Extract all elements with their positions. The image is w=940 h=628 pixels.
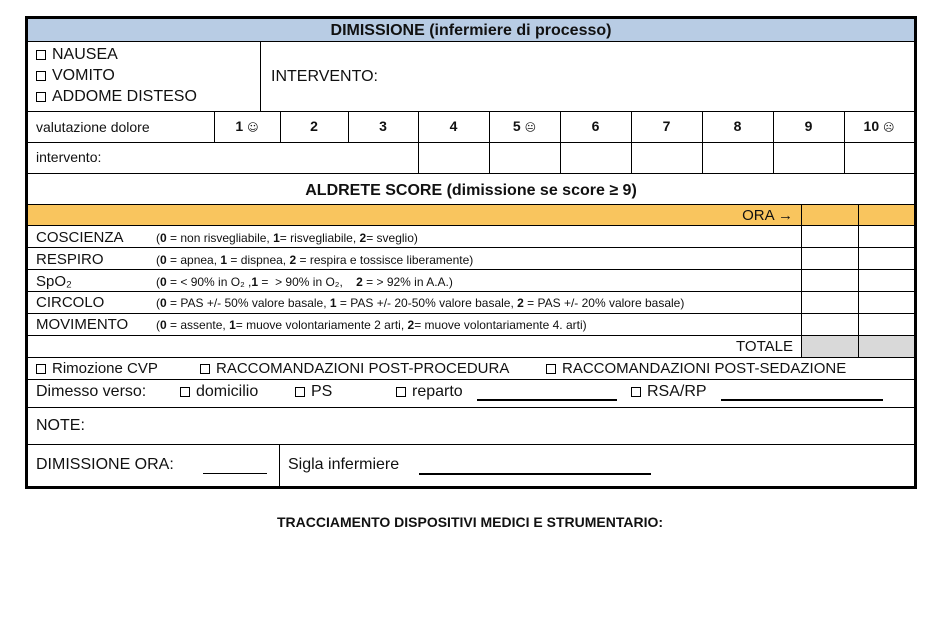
ora-label: ORA → xyxy=(742,207,793,224)
pain-score-5[interactable]: 5 😐 xyxy=(512,118,537,134)
symptom-nausea[interactable]: NAUSEA xyxy=(36,47,118,63)
aldrete-desc-movimento: (0 = assente, 1= muove volontariamente 2 arti, 2= muove volontariamente 4. arti) xyxy=(156,318,587,332)
totale-cell-1[interactable] xyxy=(802,336,858,357)
neutral-face-icon: 😐 xyxy=(524,121,537,134)
aldrete-desc-respiro: (0 = apnea, 1 = dispnea, 2 = respira e tossisce liberamente) xyxy=(156,253,474,267)
pain-score-1[interactable]: 1 ☺ xyxy=(235,118,259,134)
dimissione-ora-field[interactable] xyxy=(203,473,267,474)
aldrete-desc-coscienza: (0 = non risvegliabile, 1= risvegliabile, 2= sveglio) xyxy=(156,231,418,245)
form-title-sub: (infermiere di processo) xyxy=(424,22,612,39)
pain-score-9[interactable]: 9 xyxy=(804,118,813,134)
pain-score-4[interactable]: 4 xyxy=(449,118,458,134)
sigla-infermiere-label: Sigla infermiere xyxy=(288,456,400,473)
symptom-vomito[interactable]: VOMITO xyxy=(36,68,115,84)
pain-intervento-label: intervento: xyxy=(36,149,102,165)
checkbox-vomito[interactable] xyxy=(36,71,46,81)
note-field[interactable] xyxy=(98,411,908,441)
note-label: NOTE: xyxy=(36,417,85,434)
pain-score-6[interactable]: 6 xyxy=(591,118,600,134)
checkbox-rsa-rp[interactable] xyxy=(631,387,641,397)
checkbox-addome-disteso[interactable] xyxy=(36,92,46,102)
checkbox-nausea[interactable] xyxy=(36,50,46,60)
aldrete-desc-spo2: (0 = < 90% in O₂ ,1 = > 90% in O₂, 2 = > 92% in A.A.) xyxy=(156,275,453,289)
pain-score-3[interactable]: 3 xyxy=(379,118,387,134)
totale-cell-2[interactable] xyxy=(859,336,914,357)
checkbox-ps[interactable] xyxy=(295,387,305,397)
rsa-line-field[interactable] xyxy=(721,399,883,401)
symptom-addome-disteso[interactable]: ADDOME DISTESO xyxy=(36,89,197,105)
pain-score-7[interactable]: 7 xyxy=(662,118,671,134)
intervento-label: INTERVENTO: xyxy=(271,68,378,85)
destination-ps[interactable]: PS xyxy=(295,384,332,400)
checkbox-rimozione-cvp[interactable] xyxy=(36,364,46,374)
aldrete-title: ALDRETE SCORE (dimissione se score ≥ 9) xyxy=(305,182,637,199)
option-raccomandazioni-post-procedura[interactable]: RACCOMANDAZIONI POST-PROCEDURA xyxy=(200,361,509,376)
footer-heading: TRACCIAMENTO DISPOSITIVI MEDICI E STRUMENTARIO: xyxy=(276,514,664,530)
pain-score-2[interactable]: 2 xyxy=(310,118,318,134)
aldrete-name-spo2: SpO₂ xyxy=(36,273,72,290)
destination-domicilio[interactable]: domicilio xyxy=(180,384,258,400)
checkbox-reparto[interactable] xyxy=(396,387,406,397)
pain-score-10[interactable]: 10 ☹ xyxy=(863,118,895,134)
form-title xyxy=(28,23,914,39)
dimesso-label: Dimesso verso: xyxy=(36,383,147,400)
totale-label: TOTALE xyxy=(736,338,793,355)
option-raccomandazioni-post-sedazione[interactable]: RACCOMANDAZIONI POST-SEDAZIONE xyxy=(546,361,846,376)
aldrete-name-respiro: RESPIRO xyxy=(36,251,104,268)
destination-reparto[interactable]: reparto xyxy=(396,384,463,400)
happy-face-icon: ☺ xyxy=(247,121,259,134)
aldrete-name-circolo: CIRCOLO xyxy=(36,294,105,311)
checkbox-domicilio[interactable] xyxy=(180,387,190,397)
checkbox-post-sedazione[interactable] xyxy=(546,364,556,374)
option-rimozione-cvp[interactable]: Rimozione CVP xyxy=(36,361,158,376)
pain-score-8[interactable]: 8 xyxy=(733,118,742,134)
checkbox-post-procedura[interactable] xyxy=(200,364,210,374)
sad-face-icon: ☹ xyxy=(883,121,895,134)
intervento-field[interactable] xyxy=(408,49,908,105)
pain-label: valutazione dolore xyxy=(36,119,150,135)
aldrete-name-coscienza: COSCIENZA xyxy=(36,229,124,246)
aldrete-name-movimento: MOVIMENTO xyxy=(36,316,129,333)
dimissione-ora-label: DIMISSIONE ORA: xyxy=(36,456,174,473)
discharge-form xyxy=(25,16,917,489)
aldrete-desc-circolo: (0 = PAS +/- 50% valore basale, 1 = PAS +/- 20-50% valore basale, 2 = PAS +/- 20% valore basale) xyxy=(156,296,685,310)
sigla-infermiere-field[interactable] xyxy=(419,473,651,475)
destination-rsa-rp[interactable]: RSA/RP xyxy=(631,384,707,400)
reparto-line-field[interactable] xyxy=(477,399,617,401)
form-title-main: DIMISSIONE xyxy=(330,22,425,39)
